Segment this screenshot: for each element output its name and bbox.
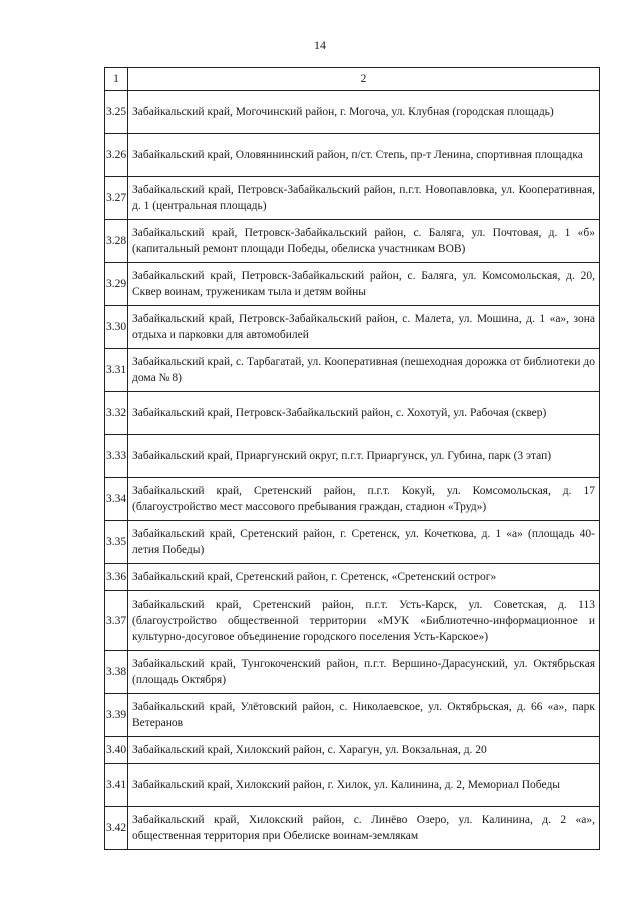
row-address: Забайкальский край, Хилокский район, с. Линёво Озеро, ул. Калинина, д. 2 «а», общественная территория при Обелиске воинам-землякам bbox=[128, 807, 600, 850]
row-number: 3.35 bbox=[105, 521, 128, 564]
table-row bbox=[105, 392, 600, 435]
row-number: 3.38 bbox=[105, 651, 128, 694]
table-row bbox=[105, 651, 600, 694]
row-address: Забайкальский край, Петровск-Забайкальский район, п.г.т. Новопавловка, ул. Кооперативная, д. 1 (центральная площадь) bbox=[128, 177, 600, 220]
header-col-2: 2 bbox=[128, 68, 600, 91]
header-col-1: 1 bbox=[105, 68, 128, 91]
row-address: Забайкальский край, Хилокский район, г. Хилок, ул. Калинина, д. 2, Мемориал Победы bbox=[128, 764, 600, 807]
row-address: Забайкальский край, Петровск-Забайкальский район, с. Баляга, ул. Комсомольская, д. 20, Сквер воинам, труженикам тыла и детям войны bbox=[128, 263, 600, 306]
row-number: 3.31 bbox=[105, 349, 128, 392]
row-number: 3.28 bbox=[105, 220, 128, 263]
row-number: 3.33 bbox=[105, 435, 128, 478]
row-address: Забайкальский край, Улётовский район, с. Николаевское, ул. Октябрьская, д. 66 «а», парк Ветеранов bbox=[128, 694, 600, 737]
row-address: Забайкальский край, Петровск-Забайкальский район, с. Малета, ул. Мошина, д. 1 «а», зона отдыха и парковки для автомобилей bbox=[128, 306, 600, 349]
table-header-row bbox=[105, 68, 600, 91]
table-row bbox=[105, 764, 600, 807]
row-address: Забайкальский край, Сретенский район, г. Сретенск, ул. Кочеткова, д. 1 «а» (площадь 40-летия Победы) bbox=[128, 521, 600, 564]
row-number: 3.36 bbox=[105, 564, 128, 591]
table-row bbox=[105, 220, 600, 263]
table-row bbox=[105, 478, 600, 521]
row-address: Забайкальский край, Приаргунский округ, п.г.т. Приаргунск, ул. Губина, парк (3 этап) bbox=[128, 435, 600, 478]
row-address: Забайкальский край, Петровск-Забайкальский район, с. Баляга, ул. Почтовая, д. 1 «б» (капитальный ремонт площади Победы, обелиска участникам ВОВ) bbox=[128, 220, 600, 263]
table-row bbox=[105, 134, 600, 177]
row-number: 3.37 bbox=[105, 591, 128, 651]
row-number: 3.32 bbox=[105, 392, 128, 435]
table-row bbox=[105, 306, 600, 349]
row-number: 3.30 bbox=[105, 306, 128, 349]
table-row bbox=[105, 91, 600, 134]
table-row bbox=[105, 591, 600, 651]
table-row bbox=[105, 521, 600, 564]
row-number: 3.40 bbox=[105, 737, 128, 764]
row-address: Забайкальский край, с. Тарбагатай, ул. Кооперативная (пешеходная дорожка от библиотеки до дома № 8) bbox=[128, 349, 600, 392]
table-row bbox=[105, 694, 600, 737]
table-row bbox=[105, 435, 600, 478]
row-number: 3.29 bbox=[105, 263, 128, 306]
table-row bbox=[105, 807, 600, 850]
table-row bbox=[105, 349, 600, 392]
row-address: Забайкальский край, Сретенский район, п.г.т. Кокуй, ул. Комсомольская, д. 17 (благоустройство мест массового пребывания граждан, стадион «Труд») bbox=[128, 478, 600, 521]
row-number: 3.27 bbox=[105, 177, 128, 220]
row-address: Забайкальский край, Тунгокоченский район, п.г.т. Вершино-Дарасунский, ул. Октябрьская (площадь Октября) bbox=[128, 651, 600, 694]
table-row bbox=[105, 737, 600, 764]
row-number: 3.25 bbox=[105, 91, 128, 134]
row-number: 3.42 bbox=[105, 807, 128, 850]
table-row bbox=[105, 564, 600, 591]
page-number: 14 bbox=[314, 38, 326, 52]
row-address: Забайкальский край, Петровск-Забайкальский район, с. Хохотуй, ул. Рабочая (сквер) bbox=[128, 392, 600, 435]
row-number: 3.39 bbox=[105, 694, 128, 737]
row-address: Забайкальский край, Сретенский район, п.г.т. Усть-Карск, ул. Советская, д. 113 (благоустройство общественной территории «МУК «Библиотечно-информационное и культурно-досуговое объединение городского поселения Усть-Карское») bbox=[128, 591, 600, 651]
row-number: 3.34 bbox=[105, 478, 128, 521]
row-number: 3.26 bbox=[105, 134, 128, 177]
row-address: Забайкальский край, Хилокский район, с. Харагун, ул. Вокзальная, д. 20 bbox=[128, 737, 600, 764]
address-table bbox=[104, 67, 600, 850]
row-number: 3.41 bbox=[105, 764, 128, 807]
table-row bbox=[105, 177, 600, 220]
row-address: Забайкальский край, Сретенский район, г. Сретенск, «Сретенский острог» bbox=[128, 564, 600, 591]
row-address: Забайкальский край, Могочинский район, г. Могоча, ул. Клубная (городская площадь) bbox=[128, 91, 600, 134]
row-address: Забайкальский край, Оловяннинский район, п/ст. Степь, пр-т Ленина, спортивная площадка bbox=[128, 134, 600, 177]
table-row bbox=[105, 263, 600, 306]
